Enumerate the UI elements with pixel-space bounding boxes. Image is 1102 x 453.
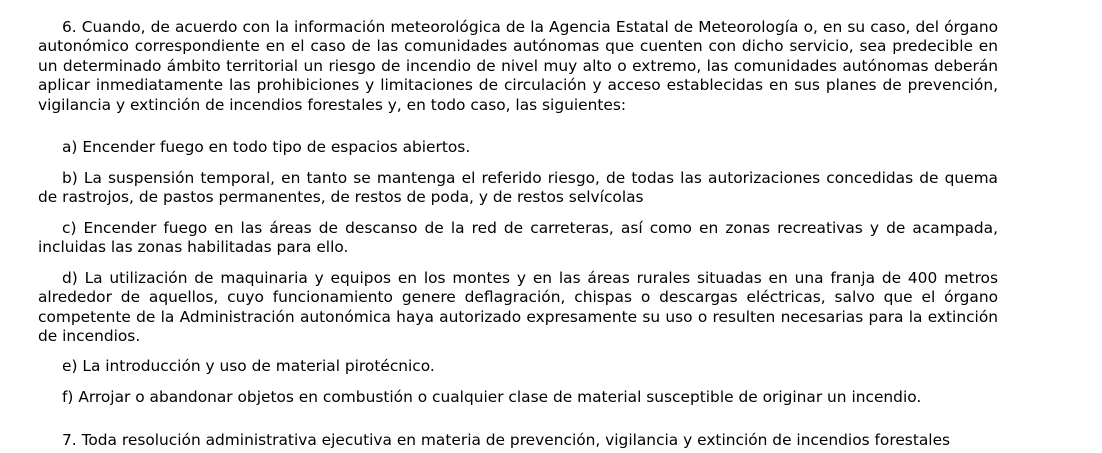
list-item-d: d) La utilización de maquinaria y equipos en los montes y en las áreas rurales situadas en una franja de 400 metros alrededor de aquellos, cuyo funcionamiento genere deflagración, chispas o descargas eléctricas, salvo que el órgano competente de la Administración autonómica haya autorizado expresamente su uso o resulten necesarias para la extinción de incendios. [38, 269, 998, 346]
list-item-a: a) Encender fuego en todo tipo de espacios abiertos. [62, 138, 471, 156]
paragraph-7: 7. Toda resolución administrativa ejecutiva en materia de prevención, vigilancia y extinción de incendios forestales [62, 431, 951, 449]
list-item-c: c) Encender fuego en las áreas de descanso de la red de carreteras, así como en zonas recreativas y de acampada, incluidas las zonas habilitadas para ello. [38, 219, 998, 257]
list-item-f: f) Arrojar o abandonar objetos en combustión o cualquier clase de material susceptible de originar un incendio. [62, 388, 922, 406]
paragraph-6: 6. Cuando, de acuerdo con la información meteorológica de la Agencia Estatal de Meteorología o, en su caso, del órgano autonómico correspondiente en el caso de las comunidades autónomas que cuenten con dicho servicio, sea predecible en un determinado ámbito territorial un riesgo de incendio de nivel muy alto o extremo, las comunidades autónomas deberán aplicar inmediatamente las prohibiciones y limitaciones de circulación y acceso establecidas en sus planes de prevención, vigilancia y extinción de incendios forestales y, en todo caso, las siguientes: [38, 18, 998, 114]
list-item-e: e) La introducción y uso de material pirotécnico. [62, 357, 435, 375]
list-item-b: b) La suspensión temporal, en tanto se mantenga el referido riesgo, de todas las autorizaciones concedidas de quema de rastrojos, de pastos permanentes, de restos de poda, y de restos selvícolas [38, 169, 998, 207]
